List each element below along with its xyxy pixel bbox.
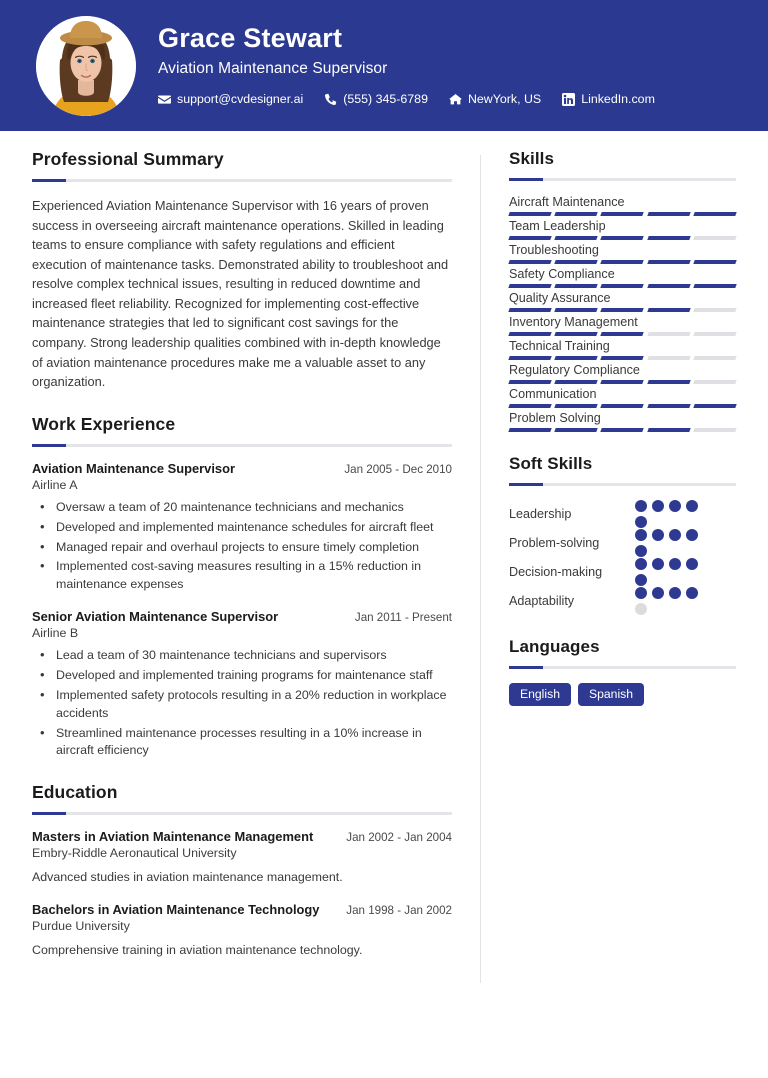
- skill-segment: [601, 356, 645, 360]
- rating-dot: [635, 587, 647, 599]
- section-rule: [509, 178, 736, 181]
- skill-segment: [601, 428, 645, 432]
- skill-segment: [508, 356, 552, 360]
- soft-skill-label: Decision-making: [509, 565, 603, 579]
- sidebar-column: [481, 149, 768, 983]
- entry-header: [32, 609, 452, 624]
- entry-date: Jan 2011 - Present: [354, 611, 452, 625]
- linkedin-icon: [562, 93, 575, 106]
- contact-row: [158, 92, 655, 106]
- section-work-experience: [32, 414, 452, 760]
- skill-row: [509, 267, 736, 288]
- skill-segment: [693, 356, 737, 360]
- skill-segment: [601, 380, 645, 384]
- rating-dot: [635, 500, 647, 512]
- rating-dot: [652, 558, 664, 570]
- skill-segment: [554, 260, 598, 264]
- rating-dot: [635, 529, 647, 541]
- skill-segment: [601, 236, 645, 240]
- skill-segment: [693, 260, 737, 264]
- skill-segment: [554, 212, 598, 216]
- skill-segment: [554, 236, 598, 240]
- soft-skill-label: Adaptability: [509, 594, 575, 608]
- list-item: • Developed and implemented training programs for maintenance staff: [32, 667, 452, 685]
- skill-level-bar: [509, 236, 736, 240]
- rating-dot: [669, 558, 681, 570]
- entry-org: Embry-Riddle Aeronautical University: [32, 846, 237, 861]
- resume-header: [0, 0, 768, 131]
- skill-segment: [508, 284, 552, 288]
- skill-level-bar: [509, 404, 736, 408]
- skill-segment: [554, 380, 598, 384]
- header-role: Aviation Maintenance Supervisor: [158, 60, 388, 78]
- section-title: Skills: [509, 149, 555, 168]
- skill-label: Inventory Management: [509, 315, 638, 329]
- rating-dot: [652, 587, 664, 599]
- skill-segment: [647, 356, 691, 360]
- skill-label: Communication: [509, 387, 597, 401]
- contact-linkedin-label: LinkedIn.com: [581, 92, 655, 107]
- rating-dot: [635, 545, 647, 557]
- skill-segment: [647, 332, 691, 336]
- section-rule: [32, 179, 452, 182]
- section-title: Soft Skills: [509, 454, 593, 473]
- skill-row: [509, 195, 736, 216]
- section-languages: [509, 637, 736, 706]
- skill-segment: [647, 308, 691, 312]
- entry-date: Jan 2002 - Jan 2004: [346, 831, 452, 845]
- entry-date: Jan 1998 - Jan 2002: [346, 904, 452, 918]
- skill-segment: [693, 404, 737, 408]
- entry-description: Comprehensive training in aviation maintenance technology.: [32, 943, 363, 958]
- list-item: • Implemented cost-saving measures resulting in a 15% reduction in maintenance expenses: [32, 558, 452, 594]
- section-title: Work Experience: [32, 413, 176, 434]
- entry-org: Airline A: [32, 477, 78, 492]
- envelope-icon: [158, 93, 171, 106]
- soft-skill-row: [509, 529, 736, 557]
- rating-dot: [669, 500, 681, 512]
- entry-title: Masters in Aviation Maintenance Management: [32, 829, 314, 845]
- skill-row: [509, 315, 736, 336]
- rating-dot: [686, 587, 698, 599]
- languages-list: [509, 683, 736, 706]
- skill-segment: [554, 284, 598, 288]
- soft-skill-label: Leadership: [509, 507, 572, 521]
- skill-segment: [647, 284, 691, 288]
- soft-skill-row: [509, 500, 736, 528]
- skill-label: Aircraft Maintenance: [509, 195, 625, 209]
- section-rule: [32, 444, 452, 447]
- skill-segment: [508, 260, 552, 264]
- skill-segment: [554, 308, 598, 312]
- entry-title: Senior Aviation Maintenance Supervisor: [32, 609, 279, 625]
- list-item: • Oversaw a team of 20 maintenance technicians and mechanics: [32, 499, 452, 517]
- work-entry: [32, 609, 452, 760]
- list-item: • Managed repair and overhaul projects to ensure timely completion: [32, 539, 452, 557]
- skill-row: [509, 411, 736, 432]
- section-title: Languages: [509, 637, 600, 656]
- contact-phone-label: (555) 345-6789: [343, 92, 428, 107]
- language-chip: Spanish: [578, 683, 644, 706]
- skill-label: Troubleshooting: [509, 243, 599, 257]
- skill-segment: [508, 236, 552, 240]
- skill-segment: [693, 332, 737, 336]
- contact-location[interactable]: [449, 92, 541, 106]
- skill-segment: [693, 284, 737, 288]
- skill-segment: [554, 332, 598, 336]
- skill-segment: [601, 260, 645, 264]
- skill-segment: [554, 404, 598, 408]
- skill-segment: [554, 428, 598, 432]
- section-education: [32, 782, 452, 960]
- skill-segment: [693, 308, 737, 312]
- skill-segment: [601, 212, 645, 216]
- skill-row: [509, 219, 736, 240]
- skill-segment: [601, 332, 645, 336]
- skill-row: [509, 339, 736, 360]
- skill-level-bar: [509, 428, 736, 432]
- skill-segment: [693, 236, 737, 240]
- rating-dot: [686, 500, 698, 512]
- skill-segment: [508, 404, 552, 408]
- skills-list: [509, 195, 736, 432]
- rating-dot: [652, 529, 664, 541]
- entry-date: Jan 2005 - Dec 2010: [344, 462, 452, 476]
- skill-label: Regulatory Compliance: [509, 363, 640, 377]
- skill-row: [509, 243, 736, 264]
- entry-org: Airline B: [32, 626, 79, 641]
- list-item: • Streamlined maintenance processes resulting in a 10% increase in aircraft efficiency: [32, 725, 452, 761]
- entry-header: [32, 902, 452, 917]
- skill-label: Problem Solving: [509, 411, 601, 425]
- rating-dot: [669, 587, 681, 599]
- list-item: • Lead a team of 30 maintenance technicians and supervisors: [32, 647, 452, 665]
- soft-skill-row: [509, 587, 736, 615]
- rating-dot: [686, 529, 698, 541]
- header-text: [158, 23, 655, 108]
- rating-dot: [635, 516, 647, 528]
- skill-segment: [508, 212, 552, 216]
- section-skills: [509, 149, 736, 432]
- page-title: Grace Stewart: [158, 22, 343, 53]
- list-item: • Developed and implemented maintenance schedules for aircraft fleet: [32, 519, 452, 537]
- skill-label: Safety Compliance: [509, 267, 615, 281]
- education-entry: [32, 829, 452, 887]
- list-item: • Implemented safety protocols resulting in a 20% reduction in workplace accidents: [32, 687, 452, 723]
- rating-dot: [652, 500, 664, 512]
- skill-segment: [693, 212, 737, 216]
- section-soft-skills: [509, 454, 736, 615]
- soft-skills-list: [509, 500, 736, 615]
- soft-skill-label: Problem-solving: [509, 536, 600, 550]
- skill-level-bar: [509, 284, 736, 288]
- skill-level-bar: [509, 380, 736, 384]
- language-chip: English: [509, 683, 571, 706]
- section-title: Education: [32, 782, 118, 803]
- section-rule: [509, 666, 736, 669]
- skill-segment: [647, 428, 691, 432]
- section-title: Professional Summary: [32, 149, 224, 169]
- soft-skill-row: [509, 558, 736, 586]
- skill-segment: [601, 404, 645, 408]
- soft-skill-rating: [635, 587, 711, 615]
- section-rule: [509, 483, 736, 486]
- avatar-photo: [36, 16, 136, 116]
- skill-level-bar: [509, 260, 736, 264]
- work-entry: [32, 461, 452, 594]
- skill-segment: [647, 212, 691, 216]
- entry-title: Aviation Maintenance Supervisor: [32, 460, 235, 476]
- entry-org: Purdue University: [32, 919, 130, 934]
- entry-header: [32, 829, 452, 844]
- skill-segment: [601, 308, 645, 312]
- soft-skill-rating: [635, 500, 711, 528]
- contact-linkedin[interactable]: [562, 92, 655, 106]
- skill-label: Team Leadership: [509, 219, 606, 233]
- home-icon: [449, 93, 462, 106]
- skill-segment: [647, 380, 691, 384]
- skill-level-bar: [509, 356, 736, 360]
- summary-text: Experienced Aviation Maintenance Supervisor with 16 years of proven success in overseeing aircraft maintenance operations. Skilled in leading teams to ensure compliance with safety regulations and efficient execution of maintenance tasks. Demonstrated ability to troubleshoot and resolve complex technical issues, resulting in reduced downtime and increased fleet reliability. Recognized for implementing cost-effective maintenance strategies that led to significant cost savings for the company. Strong leadership qualities combined with in-depth knowledge of aviation maintenance procedures make me a valuable asset to any organization.: [32, 198, 449, 390]
- skill-segment: [647, 404, 691, 408]
- skill-row: [509, 291, 736, 312]
- skill-segment: [508, 428, 552, 432]
- skill-label: Quality Assurance: [509, 291, 611, 305]
- entry-bullets: [32, 647, 452, 760]
- contact-phone[interactable]: [324, 92, 428, 106]
- skill-segment: [693, 380, 737, 384]
- skill-label: Technical Training: [509, 339, 610, 353]
- skill-segment: [508, 332, 552, 336]
- rating-dot: [635, 558, 647, 570]
- entry-title: Bachelors in Aviation Maintenance Technology: [32, 902, 320, 918]
- skill-segment: [647, 260, 691, 264]
- skill-row: [509, 363, 736, 384]
- education-entry: [32, 902, 452, 960]
- soft-skill-rating: [635, 529, 711, 557]
- rating-dot: [669, 529, 681, 541]
- phone-icon: [324, 93, 337, 106]
- skill-segment: [508, 308, 552, 312]
- skill-segment: [508, 380, 552, 384]
- rating-dot: [635, 574, 647, 586]
- rating-dot: [686, 558, 698, 570]
- contact-email[interactable]: [158, 92, 303, 106]
- skill-level-bar: [509, 332, 736, 336]
- skill-segment: [554, 356, 598, 360]
- skill-level-bar: [509, 308, 736, 312]
- skill-segment: [693, 428, 737, 432]
- rating-dot: [635, 603, 647, 615]
- contact-location-label: NewYork, US: [467, 92, 542, 107]
- main-column: [0, 149, 480, 983]
- resume-body: [0, 131, 768, 983]
- skill-row: [509, 387, 736, 408]
- entry-header: [32, 461, 452, 476]
- entry-bullets: [32, 499, 452, 594]
- soft-skill-rating: [635, 558, 711, 586]
- section-professional-summary: [32, 149, 452, 392]
- contact-email-label: support@cvdesigner.ai: [177, 92, 304, 107]
- skill-segment: [647, 236, 691, 240]
- skill-level-bar: [509, 212, 736, 216]
- skill-segment: [601, 284, 645, 288]
- avatar: [36, 16, 136, 116]
- section-rule: [32, 812, 452, 815]
- entry-description: Advanced studies in aviation maintenance management.: [32, 870, 343, 885]
